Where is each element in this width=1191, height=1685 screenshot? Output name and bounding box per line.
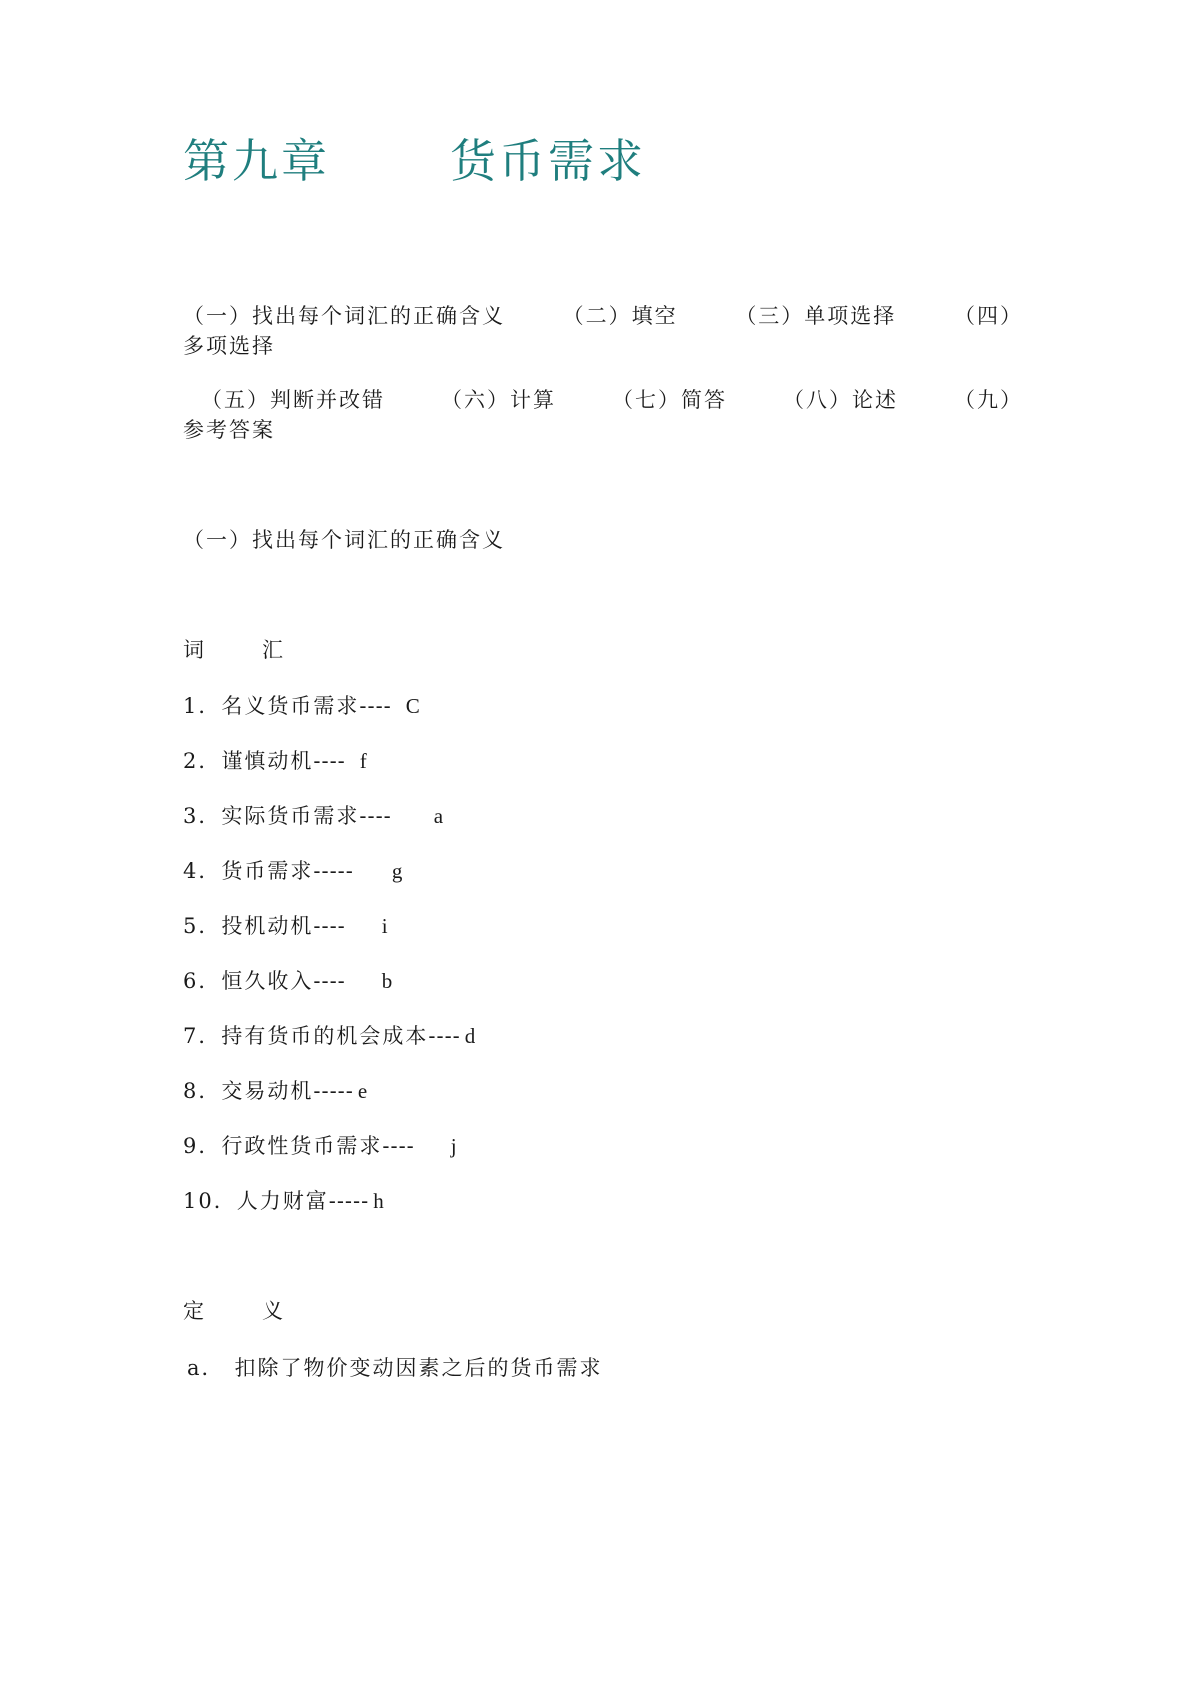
- vocab-item: 6．恒久收入---- b: [183, 969, 393, 993]
- vocab-item: 3．实际货币需求---- a: [183, 804, 444, 828]
- definition-item: [187, 1354, 603, 1382]
- definition-text: 扣除了物价变动因素之后的货币需求: [234, 1356, 603, 1380]
- vocab-item: 4．货币需求----- g: [183, 859, 403, 883]
- vocab-item: 1．名义货币需求---- C: [183, 694, 420, 718]
- toc-item-1[interactable]: （一）找出每个词汇的正确含义: [183, 304, 505, 328]
- answer-letter: f: [359, 749, 367, 773]
- answer-letter: b: [381, 969, 393, 993]
- toc-item-7[interactable]: （七）简答: [612, 388, 727, 412]
- definition-letter: a．: [187, 1356, 225, 1380]
- section-heading: （一）找出每个词汇的正确含义: [183, 528, 505, 552]
- answer-letter: g: [391, 859, 403, 883]
- answer-letter: a: [433, 804, 444, 828]
- toc-block-2: [183, 385, 1023, 445]
- chapter-number: 第九章: [183, 134, 330, 188]
- answer-letter: i: [381, 914, 388, 938]
- chapter-name: 货币需求: [450, 134, 646, 188]
- toc-item-9-cont[interactable]: 参考答案: [183, 418, 275, 442]
- answer-letter: d: [464, 1024, 476, 1048]
- toc-item-4-cont[interactable]: 多项选择: [183, 334, 275, 358]
- toc-item-6[interactable]: （六）计算: [441, 388, 556, 412]
- vocab-item: 7．持有货币的机会成本---- d: [183, 1024, 476, 1048]
- toc-block-1: [183, 301, 1023, 361]
- vocab-item: 8．交易动机----- e: [183, 1079, 368, 1103]
- definitions-heading: 定 义: [183, 1299, 285, 1323]
- toc-item-5[interactable]: （五）判断并改错: [201, 388, 385, 412]
- toc-item-3[interactable]: （三）单项选择: [735, 304, 897, 328]
- vocab-heading: 词 汇: [183, 638, 285, 662]
- toc-item-8[interactable]: （八）论述: [783, 388, 898, 412]
- answer-letter: e: [357, 1079, 368, 1103]
- answer-letter: h: [373, 1189, 384, 1213]
- vocab-item: 10．人力财富----- h: [183, 1189, 384, 1213]
- toc-item-4[interactable]: （四）: [953, 304, 1023, 328]
- toc-item-9[interactable]: （九）: [954, 388, 1023, 412]
- vocab-item: 2．谨慎动机---- f: [183, 749, 367, 773]
- toc-item-2[interactable]: （二）填空: [562, 304, 678, 328]
- answer-letter: C: [405, 694, 420, 718]
- answer-letter: j: [450, 1134, 457, 1158]
- vocab-item: 9．行政性货币需求---- j: [183, 1134, 457, 1158]
- vocab-item: 5．投机动机---- i: [183, 914, 388, 938]
- chapter-title: [183, 134, 646, 188]
